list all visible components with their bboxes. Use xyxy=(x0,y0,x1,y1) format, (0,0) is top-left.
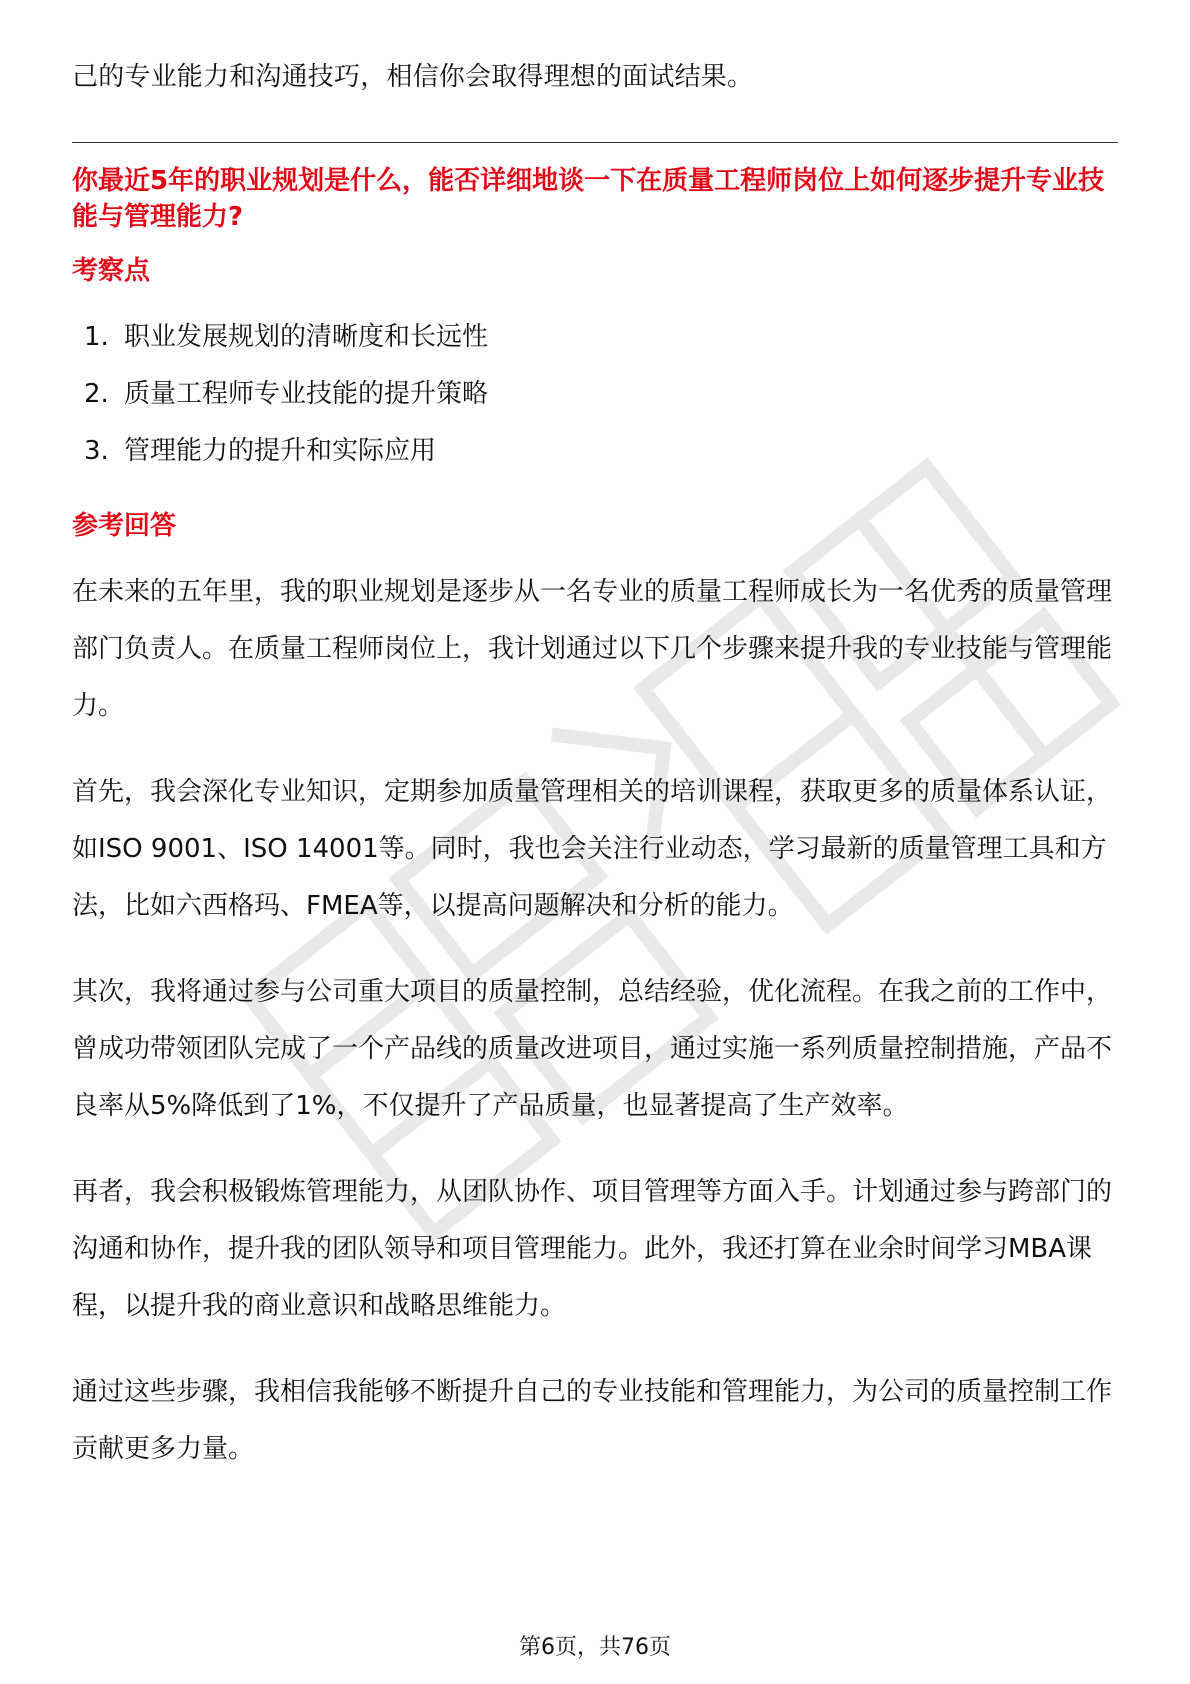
answer-paragraph: 通过这些步骤，我相信我能够不断提升自己的专业技能和管理能力，为公司的质量控制工作贡献更多力量。 xyxy=(72,1377,1113,1464)
list-item-number: 1. xyxy=(84,322,109,352)
answer-paragraph: 其次，我将通过参与公司重大项目的质量控制，总结经验，优化流程。在我之前的工作中，曾成功带领团队完成了一个产品线的质量改进项目，通过实施一系列质量控制措施，产品不良率从5%降低到了1%，不仅提升了产品质量，也显著提高了生产效率。 xyxy=(72,977,1113,1121)
intro-text: 己的专业能力和沟通技巧，相信你会取得理想的面试结果。 xyxy=(72,62,754,92)
answer-heading: 参考回答 xyxy=(72,511,177,541)
key-points-heading: 考察点 xyxy=(72,256,151,286)
list-item xyxy=(84,366,1118,423)
list-item xyxy=(84,423,1118,480)
answer-paragraph: 首先，我会深化专业知识，定期参加质量管理相关的培训课程，获取更多的质量体系认证，如ISO 9001、ISO 14001等。同时，我也会关注行业动态，学习最新的质量管理工具和方法，比如六西格玛、FMEA等，以提高问题解决和分析的能力。 xyxy=(72,777,1113,921)
question-title: 你最近5年的职业规划是什么，能否详细地谈一下在质量工程师岗位上如何逐步提升专业技能与管理能力? xyxy=(72,166,1105,232)
answer-paragraph: 在未来的五年里，我的职业规划是逐步从一名专业的质量工程师成长为一名优秀的质量管理部门负责人。在质量工程师岗位上，我计划通过以下几个步骤来提升我的专业技能与管理能力。 xyxy=(72,577,1113,721)
key-points-list xyxy=(72,309,1118,480)
list-item-number: 3. xyxy=(84,436,109,466)
page-number: 第6页，共76页 xyxy=(519,1635,671,1660)
page-content xyxy=(72,48,1118,1507)
list-item-text: 管理能力的提升和实际应用 xyxy=(124,436,437,466)
answer-paragraph: 再者，我会积极锻炼管理能力，从团队协作、项目管理等方面入手。计划通过参与跨部门的沟通和协作，提升我的团队领导和项目管理能力。此外，我还打算在业余时间学习MBA课程，以提升我的商业意识和战略思维能力。 xyxy=(72,1177,1113,1321)
section-divider xyxy=(72,142,1118,143)
list-item xyxy=(84,309,1118,366)
list-item-text: 质量工程师专业技能的提升策略 xyxy=(124,379,489,409)
list-item-number: 2. xyxy=(84,379,109,409)
list-item-text: 职业发展规划的清晰度和长远性 xyxy=(124,322,489,352)
answer-body xyxy=(72,564,1118,1478)
